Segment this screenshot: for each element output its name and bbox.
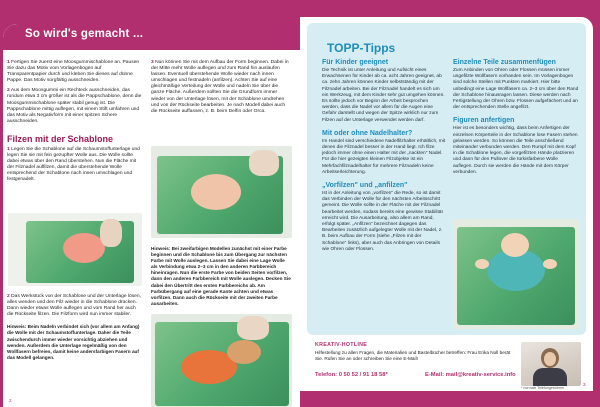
face — [544, 352, 556, 366]
photo-figure — [453, 219, 579, 329]
step-number: 2 — [7, 88, 10, 94]
left-column-2 — [151, 60, 292, 115]
tip-text: Hier ist es besonders wichtig, dass beim Anfertigen der einzelnen Körperteile in der Schablone lose Fasern stehen gelassen werden. So können die Teile anschließend miteinander verbunden werden. Den Rumpf mit dem Kopf in die Schablone legen, die vorgefilzten Hände platzieren und dann für den Pullover die türkisfarbene Wolle auflegen. Durch sie werden die Hände mit dem Körper verbunden. — [453, 126, 578, 175]
step-text: Fertigen Sie zuerst eine Moosgummischablone an. Pausen Sie dazu das Motiv vom Vorlagenbogen auf Transparentpapier durch und kleben Sie dieses auf dünne Pappe. Das Motiv sorgfältig ausschneiden. — [7, 60, 140, 84]
section-heading-filzen: Filzen mit der Schablone — [7, 133, 114, 144]
tip-heading: Für Kinder geeignet — [322, 59, 389, 66]
right-page — [300, 17, 593, 391]
tip-heading: Figuren anfertigen — [453, 117, 515, 125]
hand — [100, 219, 122, 247]
page-number: 2 — [9, 398, 12, 403]
left-column-1 — [7, 60, 142, 184]
step-3 — [151, 60, 292, 115]
step-2 — [7, 88, 142, 125]
hotline-box — [307, 339, 586, 389]
step-text: Nun können Sie mit dem Aufbau der Form beginnen. Dabei in der Mitte mehr Wolle auflegen und zum Rand hin auslaufen lassen. Eventuell überstehende Wolle wieder nach innen umschlagen und festnadeln (anfilzen). Achten Sie auf eine gleichmäßige Verteilung der Wolle und nadeln Sie über die ganze Fläche. Außerdem sollten Sie die Grundform immer wieder von der Unterlage lösen, mit der Schablone umdrehen und von der Rückseite bearbeiten. Je nach Modell dabei auch die Rückseite auffassen, z. B. beim Delfin oder Orca. — [151, 60, 289, 114]
left-column-1-lower — [7, 294, 142, 361]
hotline-phone[interactable]: Telefon: 0 50 52 / 91 18 58* — [315, 372, 388, 378]
tips-title: TOPP-Tipps — [327, 41, 396, 55]
step-text: Aus dem Moosgummi ein Rechteck ausschneiden, das rundum etwa 3 cm größer ist als die Pappschablone, denn die Moosgummischablone später stabil genug ist. Die Pappschablone mittig auflegen, mit einem Stift umfahren und das Motiv als Negativform mit einer spitzen Schere ausschneiden. — [7, 88, 142, 124]
filzen-step-2 — [7, 294, 142, 318]
tips-column-2 — [453, 59, 579, 176]
filzen-step-1 — [7, 147, 142, 184]
page-number: 3 — [583, 382, 586, 387]
hand — [237, 316, 269, 340]
shoulders — [533, 368, 567, 386]
hotline-email[interactable]: E-Mail: mail@kreativ-service.info — [425, 372, 516, 378]
left-page — [3, 24, 300, 407]
step-text: Das Werkstück von der Schablone und der Unterlage lösen, alles wenden und den Filz wieder in die Schablone drücken. Dann wieder etwas Wolle auflegen und vom Rand her auch die Rückseite filzen. Die Filzform wird nun immer stabiler. — [7, 294, 141, 318]
hotline-footnote: * normale Telefongebühren — [521, 386, 565, 390]
step-number: 1 — [7, 60, 10, 65]
step-1 — [7, 60, 142, 84]
hotline-person-photo — [521, 342, 581, 386]
step-number: 2 — [7, 294, 10, 299]
wool-hand-left — [475, 259, 489, 269]
photo-template-wool — [8, 213, 142, 286]
photo-filzen-bottom — [151, 314, 292, 407]
tip-text: Im Handel sind verschiedene Nadelfilzhalter erhältlich, mit denen die Filznadel besser in der Hand liegt. Ich filze jedoch immer ohne einen Halter mit der „nackten" Nadel. Für die hier gezeigten kleinen Filzobjekte ist ein Mehrfachfilznadelhalter für mehrere Filznadeln keine Arbeitserleichterung. — [322, 138, 446, 175]
left-page-header — [3, 24, 300, 50]
step-number: 1 — [7, 146, 10, 152]
tip-text: Die Technik ist unter Anleitung und Aufsicht eines Erwachsenen für Kinder ab ca. acht Jahren geeignet, ab ca. zehn Jahren können Kinder selbstständig mit der Filznadel arbeiten. Bei der Filznadel handelt es sich um ein Werkzeug, mit dem Kinder sehr gut umgehen können. Es sollte jedoch vor Beginn der Arbeit besprochen werden, dass die Nadel vor allem für die Augen eine Gefahr darstellt und wegen der Spitze wirklich nur zum Filzen auf der Unterlage verwendet werden darf. — [322, 68, 445, 123]
hint-mid: Hinweis: Bei zweifarbigen Modellen zunächst mit einer Farbe beginnen und die Schablone bis zum Übergang zur nächsten Farbe mit Wolle auslegen. Lassen Sie dabei eine Lage Wolle als Verbindung etwa 2–3 cm in den anderen Farbbereich hineinragen. Nun die erste Farbe von beiden Seiten vorfilzen, dann den anderen Farbbereich mit Wolle auslegen. Decken Sie dabei den Übertritt des ersten Farbbereichs ab. Am Farbübergang auf eine gerade Kante achten und etwas vorfilzen. Dann auch die Rückseite mit der zweiten Farbe ausarbeiten. — [151, 246, 291, 306]
wool-hand-right — [543, 259, 557, 269]
hotline-text: Hilfestellung zu allen Fragen, die Materialien und Bastelbücher betreffen: Frau Erika Noll berät Sie. Rufen Sie an oder schreiben Sie eine E-Mail! — [315, 350, 511, 362]
topp-tips-box — [307, 23, 586, 335]
wool-tan — [227, 340, 261, 364]
tip-text: Ist in der Anleitung von „vorfilzen" die Rede, so ist damit das Verbinden der Wolle für den nächsten Arbeitsschritt gemeint. Die Wolle sollte in der Fläche mit der Filznadel bearbeitet werden, sodass bereits eine gewisse Stabilität erreicht wird. Die Ausarbeitung, also allem am Rand, erfolgt später. „Anfilzen" bezeichnet dagegen das Bearbeiten zusätzlich aufgelegter Wolle mit der Nadel, z. B. beim Aufbau der Form (siehe „Filzen mit der Schablone" links), aber auch das Anbringen von Details wie Ohren oder Flossen. — [322, 191, 443, 252]
wool-skin — [501, 233, 529, 257]
tip-heading: „Vorfilzen" und „anfilzen" — [322, 182, 408, 190]
hotline-label: KREATIV-HOTLINE — [315, 342, 368, 348]
tip-text: Zum Anbinden von Ohren oder Flossen müssen immer ungefilzte Wollfasern vorhanden sein. Im Vorlagenbogen sind solche Stellen mit Punkten markiert. Hier bitte unbedingt eine Lage Wollfasern ca. 2–3 cm über den Rand der Schablone hinausragen lassen. Diese werden nach Fertigstellung der Ohren bzw. Flossen aufgefächert und an der entsprechenden Stelle angefilzt. — [453, 68, 579, 111]
hint-bottom: Hinweis: Beim Nadeln verbindet sich (vor allem am Anfang) die Wolle mit der Schaumstoffunterlage. Daher die Teile zwischendurch immer wieder vorsichtig abziehen und wenden. Außerdem die Unterlage regelmäßig von den Wollfasern befreien, damit keine andersfarbigen Fasern auf das Modell gelangen. — [7, 324, 140, 360]
hand — [249, 150, 279, 176]
tip-heading: Einzelne Teile zusammenfügen — [453, 59, 556, 66]
page-title: So wird's gemacht ... — [25, 28, 144, 40]
step-text: Legen Sie die Schablone auf die Schaumstoffunterlage und legen Sie sie mit fein gezupfter Wolle aus. Die Wolle sollte dabei etwas über den Rand überstehen. Nun die Fläche mit der Filznadel auffilzen, damit die überstehende Wolle entsprechend der Schablone nach innen umschlagen und festgenadelt. — [7, 146, 140, 183]
photo-filzen-top — [151, 146, 292, 238]
tips-column-1 — [322, 59, 446, 253]
wool-pink — [63, 233, 105, 263]
wool-beige — [191, 174, 241, 210]
step-number: 3 — [151, 60, 154, 65]
tip-heading: Mit oder ohne Nadelhalter? — [322, 129, 413, 137]
